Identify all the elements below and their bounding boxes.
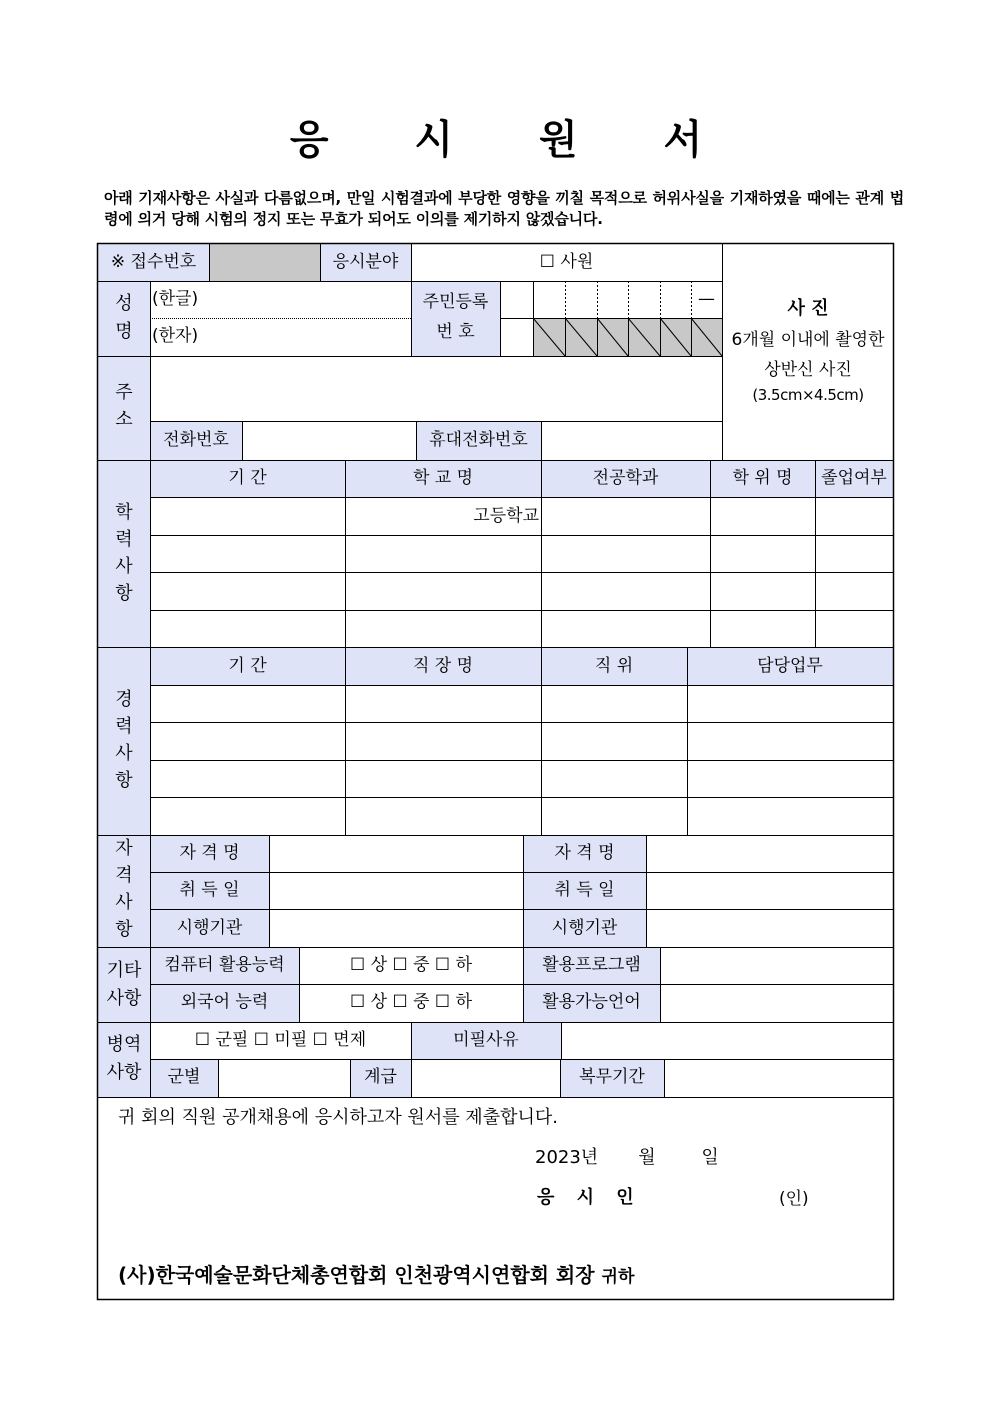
photo-line3: (3.5cm×4.5cm) [752, 386, 864, 404]
license-label-4: 항 [115, 919, 133, 940]
education-header-major: 전공학과 [592, 468, 659, 488]
rrn-input[interactable] [501, 282, 691, 317]
seal-mark: (인) [779, 1189, 809, 1209]
application-statement: 귀 회의 직원 공개채용에 응시하고자 원서를 제출합니다. [118, 1107, 558, 1128]
education-header-degree: 학 위 명 [732, 468, 793, 488]
notice-text: 아래 기재사항은 사실과 다름없으며, 만일 시험결과에 부당한 영향을 끼칠 목적으로 허위사실을 기재하였을 때에는 관계 법령에 의거 당해 시험의 정지 또는 무효가 되어도 이의를 제기하지 않겠습니다. [104, 189, 904, 228]
field-label: 응시분야 [332, 252, 399, 272]
name-hanja-input[interactable] [215, 321, 409, 353]
name-label-top: 성 [115, 293, 133, 314]
name-korean-label: (한글) [152, 289, 199, 309]
photo-line2: 상반신 사진 [764, 360, 852, 380]
other-label-bottom: 사항 [106, 988, 142, 1009]
receipt-number-label: ※ 접수번호 [110, 252, 197, 272]
photo-line1: 6개월 이내에 촬영한 [731, 330, 885, 350]
phone-input[interactable] [243, 422, 415, 459]
rank-label: 계급 [364, 1067, 397, 1087]
application-date: 2023년 월 일 [535, 1147, 719, 1168]
computer-level-checkboxes[interactable]: ☐ 상 ☐ 중 ☐ 하 [349, 955, 472, 975]
military-status-checkboxes[interactable]: ☐ 군필 ☐ 미필 ☐ 면제 [194, 1030, 367, 1050]
photo-title: 사 진 [787, 298, 829, 319]
career-label-2: 력 [115, 716, 133, 737]
education-label-3: 사 [115, 556, 133, 577]
mobile-input[interactable] [542, 422, 721, 459]
page-title: 응 시 원 서 [289, 117, 739, 163]
recipient-honorific: 귀하 [601, 1267, 635, 1287]
program-label: 활용프로그램 [542, 955, 641, 975]
career-header-period: 기 간 [228, 656, 267, 676]
career-header-position: 직 위 [594, 656, 634, 676]
language-skill-label: 외국어 능력 [180, 992, 269, 1012]
phone-label: 전화번호 [163, 430, 229, 450]
recipient-name: (사)한국예술문화단체총연합회 인천광역시연합회 회장 [118, 1263, 595, 1287]
language-available-label: 활용가능언어 [542, 992, 641, 1012]
address-input[interactable] [151, 357, 721, 420]
branch-label: 군별 [167, 1067, 201, 1087]
education-row1-school-suffix: 고등학교 [473, 506, 539, 526]
license-label-1: 자 [115, 838, 133, 859]
education-header-graduation: 졸업여부 [821, 468, 887, 488]
name-korean-input[interactable] [215, 285, 409, 315]
rrn-label-2: 번 호 [436, 322, 475, 342]
career-label-4: 항 [115, 770, 133, 791]
license-name-label: 자 격 명 [179, 843, 240, 863]
exempt-reason-label: 미필사유 [453, 1030, 519, 1050]
name-hanja-label: (한자) [152, 326, 199, 346]
address-label-bottom: 소 [115, 409, 133, 430]
education-label-1: 학 [115, 502, 133, 523]
career-header-duty: 담당업무 [757, 656, 823, 676]
other-label-top: 기타 [106, 960, 142, 981]
service-period-label: 복무기간 [579, 1067, 645, 1087]
license-date-label-2: 취 득 일 [554, 880, 615, 900]
applicant-label: 응 시 인 [537, 1187, 642, 1208]
mobile-label: 휴대전화번호 [429, 430, 528, 450]
recipient [118, 1264, 634, 1288]
education-label-2: 력 [115, 529, 133, 550]
education-header-school: 학 교 명 [412, 468, 474, 488]
language-level-checkboxes[interactable]: ☐ 상 ☐ 중 ☐ 하 [349, 992, 472, 1012]
career-header-company: 직 장 명 [412, 656, 474, 676]
rrn-label-1: 주민등록 [422, 292, 489, 312]
license-label-2: 격 [115, 865, 133, 886]
field-checkbox-employee[interactable]: ☐ 사원 [539, 252, 594, 272]
name-label-bottom: 명 [115, 321, 133, 342]
license-org-label: 시행기관 [176, 918, 243, 938]
rrn-dash: — [698, 289, 715, 309]
computer-skill-label: 컴퓨터 활용능력 [164, 955, 285, 975]
military-label-top: 병역 [106, 1034, 142, 1055]
career-label-1: 경 [115, 689, 133, 710]
license-org-label-2: 시행기관 [551, 918, 618, 938]
license-date-label: 취 득 일 [179, 880, 240, 900]
education-label-4: 항 [115, 583, 133, 604]
license-label-3: 사 [115, 892, 133, 913]
military-label-bottom: 사항 [106, 1062, 142, 1083]
career-label-3: 사 [115, 743, 133, 764]
license-name-label-2: 자 격 명 [554, 843, 615, 863]
address-label-top: 주 [115, 382, 133, 403]
education-header-period: 기 간 [228, 468, 267, 488]
